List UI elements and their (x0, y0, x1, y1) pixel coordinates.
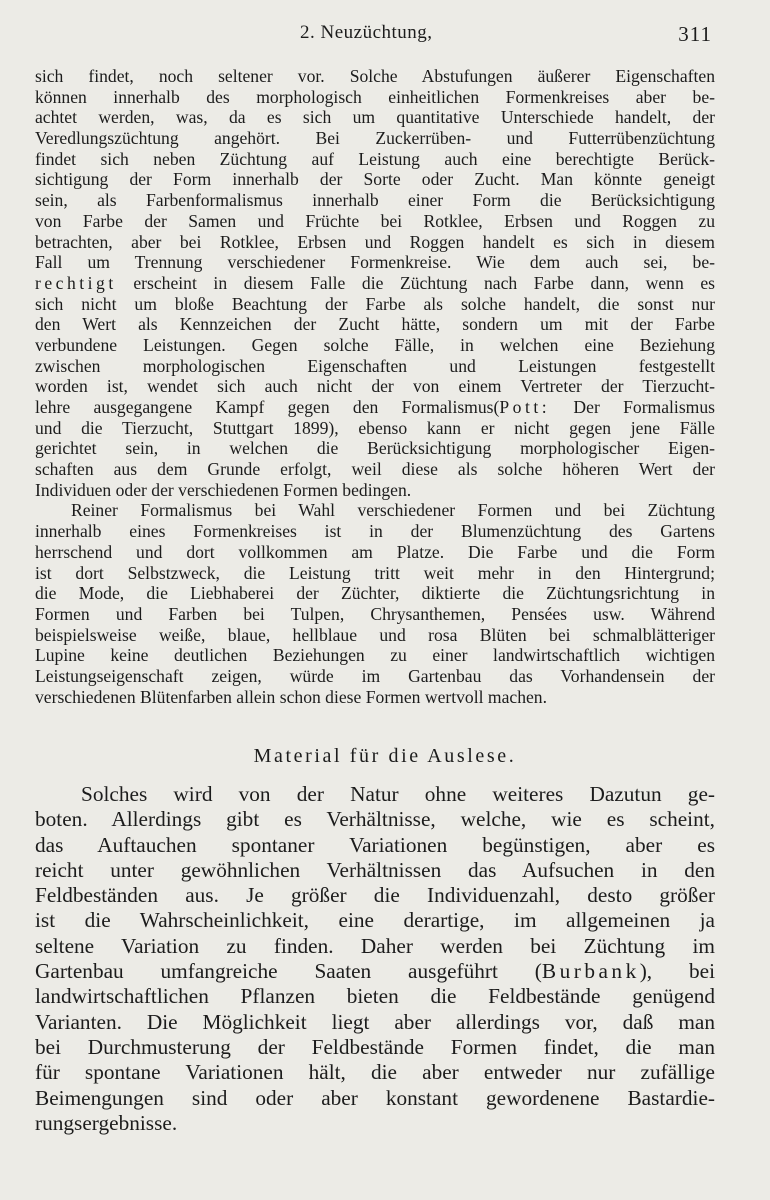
text-line: können innerhalb des morphologisch einheitlichen Formenkreises aber be- (35, 86, 715, 107)
text-line (35, 959, 715, 984)
text-line: Fall um Trennung verschiedener Formenkreise. Wie dem auch sei, be- (35, 252, 715, 273)
text-run: lehre ausgegangene Kampf gegen den Formalismus( (35, 397, 500, 417)
text-line: von Farbe der Samen und Früchte bei Rotklee, Erbsen und Roggen zu (35, 210, 715, 231)
text-line: Varianten. Die Möglichkeit liegt aber allerdings vor, daß man (35, 1009, 715, 1034)
text-line: Lupine keine deutlichen Beziehungen zu einer landwirtschaftlich wichtigen (35, 645, 715, 666)
text-line: Individuen oder der verschiedenen Formen bedingen. (35, 479, 412, 500)
text-run: Gartenbau umfangreiche Saaten ausgeführt ( (35, 959, 542, 984)
text-line: für spontane Variationen hält, die aber entweder nur zufällige (35, 1060, 715, 1085)
text-line: achtet werden, was, da es sich um quantitative Unterschiede handelt, der (35, 107, 715, 128)
text-run: Der Formalismus (550, 397, 715, 417)
text-line: Beimengungen sind oder aber konstant gewordenene Bastardie- (35, 1085, 715, 1110)
text-line: Feldbeständen aus. Je größer die Individuenzahl, desto größer (35, 883, 715, 908)
text-line: Formen und Farben bei Tulpen, Chrysanthemen, Pensées usw. Während (35, 603, 715, 624)
text-line: ist dort Selbstzweck, die Leistung tritt weit mehr in den Hintergrund; (35, 562, 715, 583)
text-line: findet sich neben Züchtung auf Leistung auch eine berechtigte Berück- (35, 148, 715, 169)
text-line: sichtigung der Form innerhalb der Sorte oder Zucht. Man könnte geneigt (35, 169, 715, 190)
page-number: 311 (678, 22, 712, 46)
text-line: Solches wird von der Natur ohne weiteres Dazutun ge- (81, 782, 715, 806)
text-line: die Mode, die Liebhaberei der Züchter, diktierte die Züchtungsrichtung in (35, 583, 715, 604)
text-line: sein, als Farbenformalismus innerhalb einer Form die Berücksichtigung (35, 190, 715, 211)
text-line: sich nicht um bloße Beachtung der Farbe als solche handelt, die sonst nur (35, 293, 715, 314)
author-name-spaced: Pott: (499, 397, 551, 417)
text-run: erscheint in diesem Falle die Züchtung nach Farbe dann, wenn es (116, 272, 715, 293)
large-print-block (35, 782, 715, 1136)
text-line: sich findet, noch seltener vor. Solche Abstufungen äußerer Eigenschaften (35, 66, 715, 86)
section-heading: Material für die Auslese. (253, 745, 517, 767)
text-line: herrschend und dort vollkommen am Platze. Die Farbe und die Form (35, 541, 715, 562)
text-line: Reiner Formalismus bei Wahl verschiedener Formen und bei Züchtung (71, 500, 715, 521)
chapter-title: 2. Neuzüchtung, (300, 22, 433, 43)
text-line: und die Tierzucht, Stuttgart 1899), ebenso kann er nicht gegen jene Fälle (35, 417, 715, 438)
running-head (0, 22, 770, 50)
text-line: boten. Allerdings gibt es Verhältnisse, welche, wie es scheint, (35, 807, 715, 832)
text-line (35, 397, 715, 418)
text-line: Veredlungszüchtung angehört. Bei Zuckerrüben- und Futterrübenzüchtung (35, 128, 715, 149)
text-line: betrachten, aber bei Rotklee, Erbsen und Roggen handelt es sich in diesem (35, 231, 715, 252)
text-line: verbundene Leistungen. Gegen solche Fälle, in welchen eine Beziehung (35, 334, 715, 355)
text-line: seltene Variation zu finden. Daher werden bei Züchtung im (35, 933, 715, 958)
text-line: zwischen morphologischen Eigenschaften und Leistungen festgestellt (35, 355, 715, 376)
text-line: rungsergebnisse. (35, 1110, 178, 1135)
text-line (35, 273, 715, 294)
text-line: das Auftauchen spontaner Variationen begünstigen, aber es (35, 832, 715, 857)
text-line: verschiedenen Blütenfarben allein schon diese Formen wertvoll machen. (35, 686, 547, 707)
text-line: reicht unter gewöhnlichen Verhältnissen das Aufsuchen in den (35, 857, 715, 882)
author-name-spaced: Burbank (541, 959, 640, 984)
text-line: landwirtschaftlichen Pflanzen bieten die Feldbestände genügend (35, 984, 715, 1009)
text-line: worden ist, wendet sich auch nicht der von einem Vertreter der Tierzucht- (35, 376, 715, 397)
text-line: innerhalb eines Formenkreises ist in der Blumenzüchtung des Gartens (35, 521, 715, 542)
text-line: bei Durchmusterung der Feldbestände Formen findet, die man (35, 1034, 715, 1059)
text-line: den Wert als Kennzeichen der Zucht hätte, sondern um mit der Farbe (35, 314, 715, 335)
text-run: ), bei (639, 959, 715, 984)
text-line: ist die Wahrscheinlichkeit, eine derartige, im allgemeinen ja (35, 908, 715, 933)
emphasis-spaced: rechtigt (35, 272, 117, 293)
text-line: Leistungseigenschaft zeigen, würde im Gartenbau das Vorhandensein der (35, 665, 715, 686)
text-line: gerichtet sein, in welchen die Berücksichtigung morphologischer Eigen- (35, 438, 715, 459)
small-print-block (35, 66, 715, 707)
text-line: schaften aus dem Grunde erfolgt, weil diese als solche höheren Wert der (35, 459, 715, 480)
text-line: beispielsweise weiße, blaue, hellblaue und rosa Blüten bei schmalblätteriger (35, 624, 715, 645)
